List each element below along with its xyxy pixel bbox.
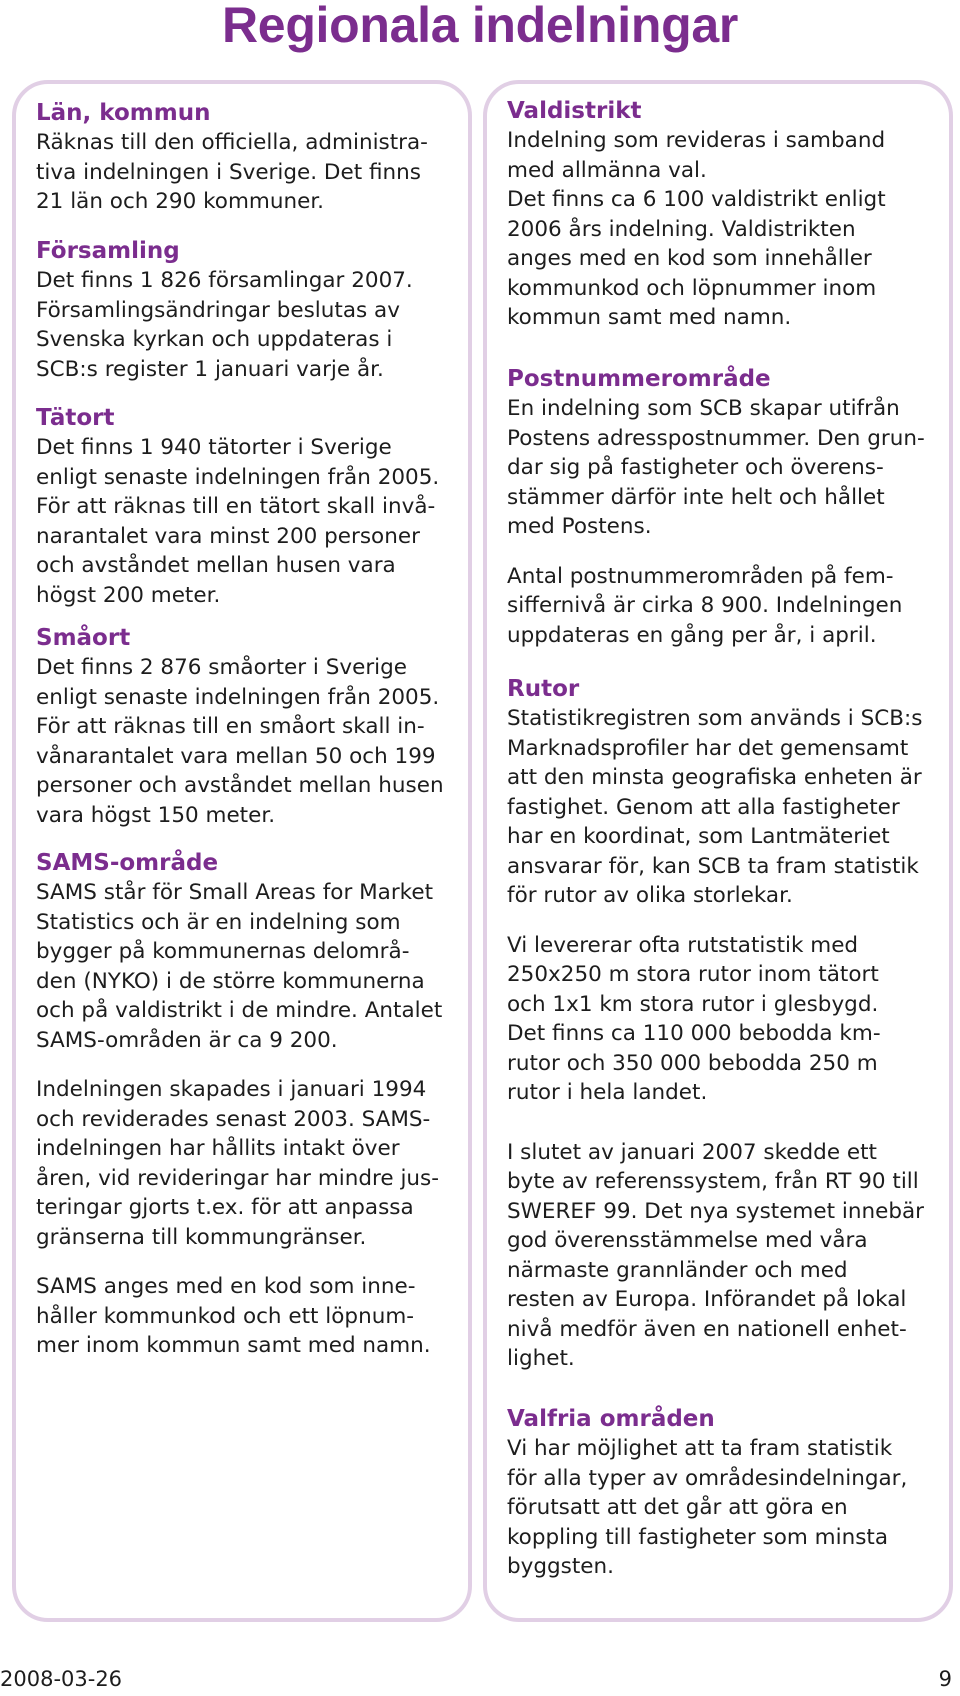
section-paragraph: Statistikregistren som används i SCB:s Marknadsprofiler har det gemensamt att den minsta geografiska enheten är fastighet. Genom att alla fastigheter har en koordinat, som Lantmäteriet ansvarar för, kan SCB ta fram statistik för rutor av olika storlekar. <box>507 706 923 908</box>
section-paragraph: Det finns 2 876 småorter i Sverige enligt senaste indelningen från 2005. För att räknas till en småort skall in- vånarantalet vara mellan 50 och 199 personer och avståndet mellan husen vara högst 150 meter. <box>36 655 444 828</box>
footer-date: 2008-03-26 <box>0 1667 123 1691</box>
page-number: 9 <box>938 1667 952 1691</box>
section-paragraph: I slutet av januari 2007 skedde ett byte av referenssystem, från RT 90 till SWEREF 99. Det nya systemet innebär god överensstämmelse med våra närmaste grannländer och med resten av Europa. Införandet på lokal nivå medför även en nationell enhet- lighet. <box>507 1139 924 1371</box>
page-title: Regionala indelningar <box>222 0 738 53</box>
section-heading: Valdistrikt <box>507 98 642 124</box>
section-paragraph: SAMS anges med en kod som inne- håller kommunkod och ett löpnum- mer inom kommun samt med namn. <box>36 1274 431 1358</box>
section-heading: Valfria områden <box>507 1406 715 1432</box>
section-heading: Småort <box>36 625 131 651</box>
section-paragraph: Vi har möjlighet att ta fram statistik för alla typer av områdesindelningar, förutsatt att det går att göra en koppling till fastigheter som minsta byggsten. <box>507 1436 908 1579</box>
right-column-panel <box>483 80 953 1622</box>
section-rutor <box>507 674 945 1374</box>
section-paragraph: Räknas till den officiella, administra- tiva indelningen i Sverige. Det finns 21 län och 290 kommuner. <box>36 130 428 214</box>
section-postnummeromrade <box>507 364 945 650</box>
section-paragraph: Det finns 1 826 församlingar 2007. Församlingsändringar beslutas av Svenska kyrkan och uppdateras i SCB:s register 1 januari varje år. <box>36 268 413 382</box>
section-paragraph: Indelning som revideras i samband med allmänna val. Det finns ca 6 100 valdistrikt enligt 2006 års indelning. Valdistrikten anges med en kod som innehåller kommunkod och löpnummer inom kommun samt med namn. <box>507 128 886 330</box>
section-paragraph: Indelningen skapades i januari 1994 och reviderades senast 2003. SAMS- indelningen har hållits intakt över åren, vid revideringar har mindre jus- teringar gjorts t.ex. för att anpassa gränserna till kommungränser. <box>36 1077 439 1250</box>
section-heading: Församling <box>36 238 180 264</box>
section-paragraph: SAMS står för Small Areas for Market Statistics och är en indelning som bygger på kommunernas delområ- den (NYKO) i de större kommunerna och på valdistrikt i de mindre. Antalet SAMS-områden är ca 9 200. <box>36 880 443 1053</box>
section-smaort <box>36 623 462 830</box>
section-paragraph: Antal postnummerområden på fem- siffernivå är cirka 8 900. Indelningen uppdateras en gång per år, i april. <box>507 563 903 648</box>
section-paragraph: Vi levererar ofta rutstatistik med 250x250 m stora rutor inom tätort och 1x1 km stora rutor i glesbygd. Det finns ca 110 000 bebodda km- rutor och 350 000 bebodda 250 m rutor i hela landet. <box>507 932 881 1105</box>
section-paragraph: Det finns 1 940 tätorter i Sverige enligt senaste indelningen från 2005. För att räknas till en tätort skall invå- narantalet vara minst 200 personer och avståndet mellan husen vara högst 200 meter. <box>36 435 440 608</box>
section-valdistrikt <box>507 96 945 333</box>
section-heading: Län, kommun <box>36 100 211 126</box>
section-lan-kommun <box>36 98 462 217</box>
left-column-panel <box>12 80 472 1622</box>
section-valfria-omraden <box>507 1404 945 1582</box>
section-paragraph: En indelning som SCB skapar utifrån Postens adresspostnummer. Den grun- dar sig på fastigheter och överens- stämmer därför inte helt och hållet med Postens. <box>507 396 925 539</box>
section-forsamling <box>36 236 462 384</box>
section-heading: SAMS-område <box>36 850 219 876</box>
section-tatort <box>36 403 462 610</box>
section-heading: Rutor <box>507 676 580 702</box>
section-sams-omrade <box>36 848 462 1361</box>
section-heading: Tätort <box>36 405 115 431</box>
section-heading: Postnummerområde <box>507 366 771 392</box>
